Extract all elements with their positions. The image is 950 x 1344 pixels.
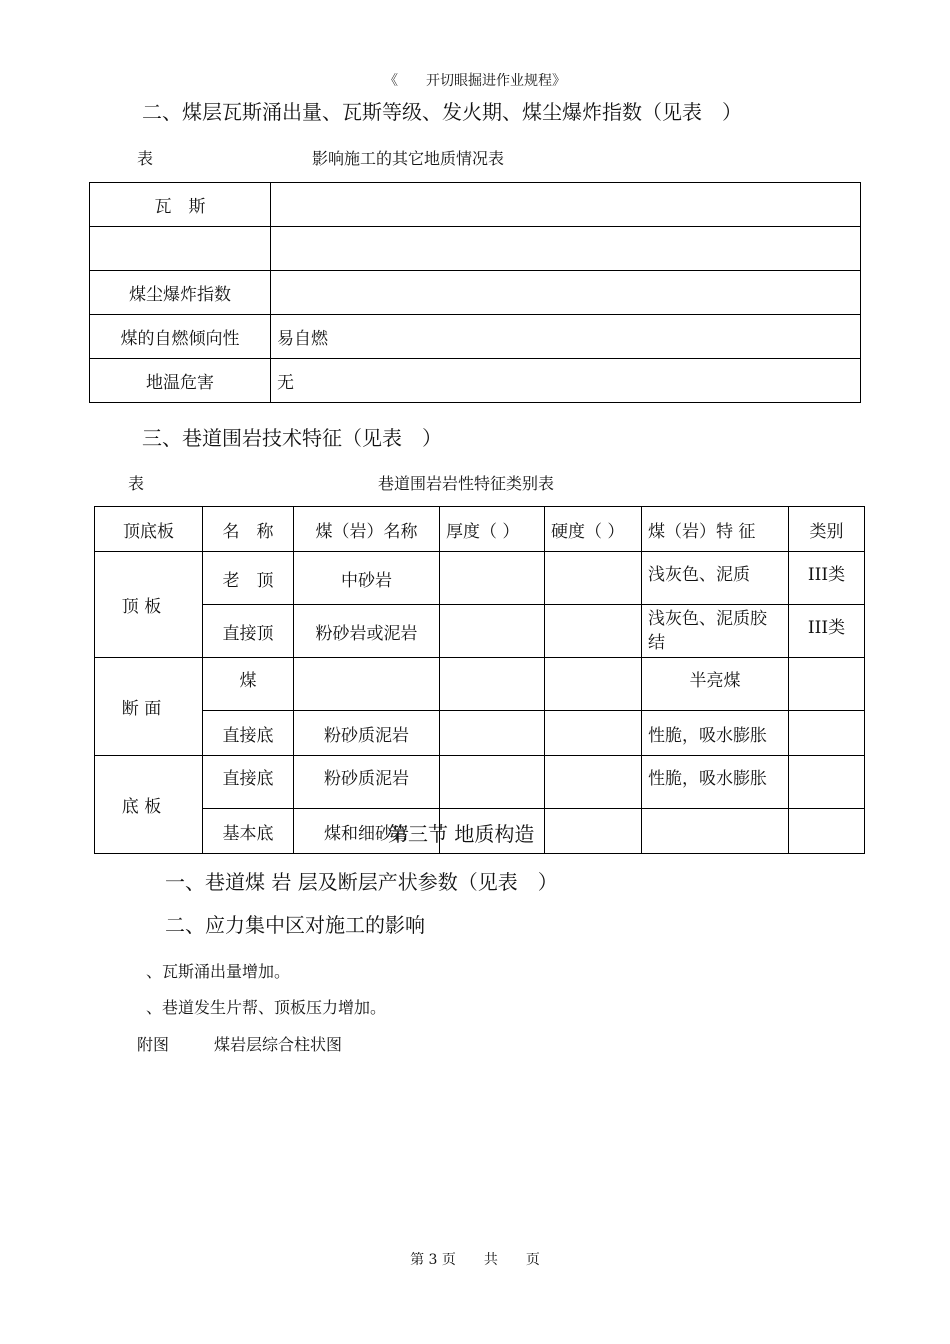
table-cell-rock xyxy=(294,658,440,711)
table-cell-category xyxy=(789,711,865,756)
table-cell-thickness xyxy=(440,605,545,658)
table-row xyxy=(90,359,861,403)
list-item: 、瓦斯涌出量增加。 xyxy=(146,962,291,981)
table-cell-feature xyxy=(642,809,789,854)
table-cell-hardness xyxy=(545,605,642,658)
header-cell: 硬度（ ） xyxy=(545,507,642,552)
header-cell: 煤（岩）特 征 xyxy=(642,507,789,552)
table-cell-rock: 中砂岩 xyxy=(294,552,440,605)
header-cell: 类别 xyxy=(789,507,865,552)
list-item: 、巷道发生片帮、顶板压力增加。 xyxy=(146,998,387,1017)
table-cell-name: 煤 xyxy=(203,658,294,711)
table-cell-thickness xyxy=(440,552,545,605)
appendix-title: 煤岩层综合柱状图 xyxy=(214,1035,343,1054)
table-cell-value xyxy=(271,271,861,315)
table-cell-label: 瓦 斯 xyxy=(90,183,271,227)
group-cell-section: 断 面 xyxy=(95,658,203,756)
table2-caption-title: 巷道围岩岩性特征类别表 xyxy=(378,474,555,493)
header-cell: 煤（岩）名称 xyxy=(294,507,440,552)
table-cell-feature: 浅灰色、泥质胶结 xyxy=(642,605,789,658)
table-cell-feature: 半亮煤 xyxy=(642,658,789,711)
table-cell-label xyxy=(90,227,271,271)
subsection-1: 一、巷道煤 岩 层及断层产状参数（见表 ） xyxy=(165,870,558,894)
section-title-rock: 三、巷道围岩技术特征（见表 ） xyxy=(142,426,442,450)
table-cell-feature: 浅灰色、泥质 xyxy=(642,552,789,605)
table-cell-value: 易自燃 xyxy=(271,315,861,359)
table-cell-rock: 粉砂质泥岩 xyxy=(294,756,440,809)
table-row xyxy=(95,658,865,711)
table-row xyxy=(90,271,861,315)
section-title-gas: 二、煤层瓦斯涌出量、瓦斯等级、发火期、煤尘爆炸指数（见表 ） xyxy=(142,100,742,124)
table1-caption-prefix: 表 xyxy=(137,149,154,168)
table-cell-name: 老 顶 xyxy=(203,552,294,605)
table-cell-hardness xyxy=(545,756,642,809)
table-cell-category xyxy=(789,809,865,854)
header-cell: 名 称 xyxy=(203,507,294,552)
subsection-2: 二、应力集中区对施工的影响 xyxy=(165,913,425,937)
group-cell-floor: 底 板 xyxy=(95,756,203,854)
table-cell-category xyxy=(789,756,865,809)
table-cell-rock: 粉砂岩或泥岩 xyxy=(294,605,440,658)
table-header-row xyxy=(95,507,865,552)
table-row xyxy=(95,605,865,658)
table-cell-thickness xyxy=(440,756,545,809)
page-header: 《 开切眼掘进作业规程》 xyxy=(384,73,566,89)
table-cell-category xyxy=(789,658,865,711)
table-cell-feature: 性脆，吸水膨胀 xyxy=(642,711,789,756)
table-cell-hardness xyxy=(545,809,642,854)
table-cell-value xyxy=(271,183,861,227)
table-cell-rock: 粉砂质泥岩 xyxy=(294,711,440,756)
table-cell-thickness xyxy=(440,711,545,756)
table-cell-name: 直接底 xyxy=(203,756,294,809)
table-cell-rock: 煤和细砂岩 xyxy=(294,809,440,854)
table-cell-hardness xyxy=(545,552,642,605)
table2-caption-prefix: 表 xyxy=(128,474,145,493)
geology-conditions-table xyxy=(89,182,861,403)
table-row xyxy=(90,315,861,359)
appendix-prefix: 附图 xyxy=(137,1035,170,1054)
table-cell-category: III类 xyxy=(789,605,865,658)
table-cell-name: 直接顶 xyxy=(203,605,294,658)
table-cell-category: III类 xyxy=(789,552,865,605)
table-row xyxy=(90,227,861,271)
table-row xyxy=(90,183,861,227)
section-heading: 第三节 地质构造 xyxy=(388,822,535,846)
table-row xyxy=(95,711,865,756)
table-cell-value: 无 xyxy=(271,359,861,403)
table-cell-thickness xyxy=(440,658,545,711)
table-cell-feature: 性脆，吸水膨胀 xyxy=(642,756,789,809)
header-cell: 顶底板 xyxy=(95,507,203,552)
table-cell-name: 直接底 xyxy=(203,711,294,756)
table1-caption-title: 影响施工的其它地质情况表 xyxy=(312,149,505,168)
table-cell-value xyxy=(271,227,861,271)
page-footer: 第 3 页 共 页 xyxy=(410,1252,540,1268)
table-cell-hardness xyxy=(545,711,642,756)
table-cell-label: 煤的自燃倾向性 xyxy=(90,315,271,359)
header-cell: 厚度（ ） xyxy=(440,507,545,552)
table-row xyxy=(95,756,865,809)
table-cell-hardness xyxy=(545,658,642,711)
table-row xyxy=(95,552,865,605)
table-cell-name: 基本底 xyxy=(203,809,294,854)
group-cell-roof: 顶 板 xyxy=(95,552,203,658)
rock-characteristics-table xyxy=(94,506,865,854)
table-cell-label: 地温危害 xyxy=(90,359,271,403)
table-cell-label: 煤尘爆炸指数 xyxy=(90,271,271,315)
